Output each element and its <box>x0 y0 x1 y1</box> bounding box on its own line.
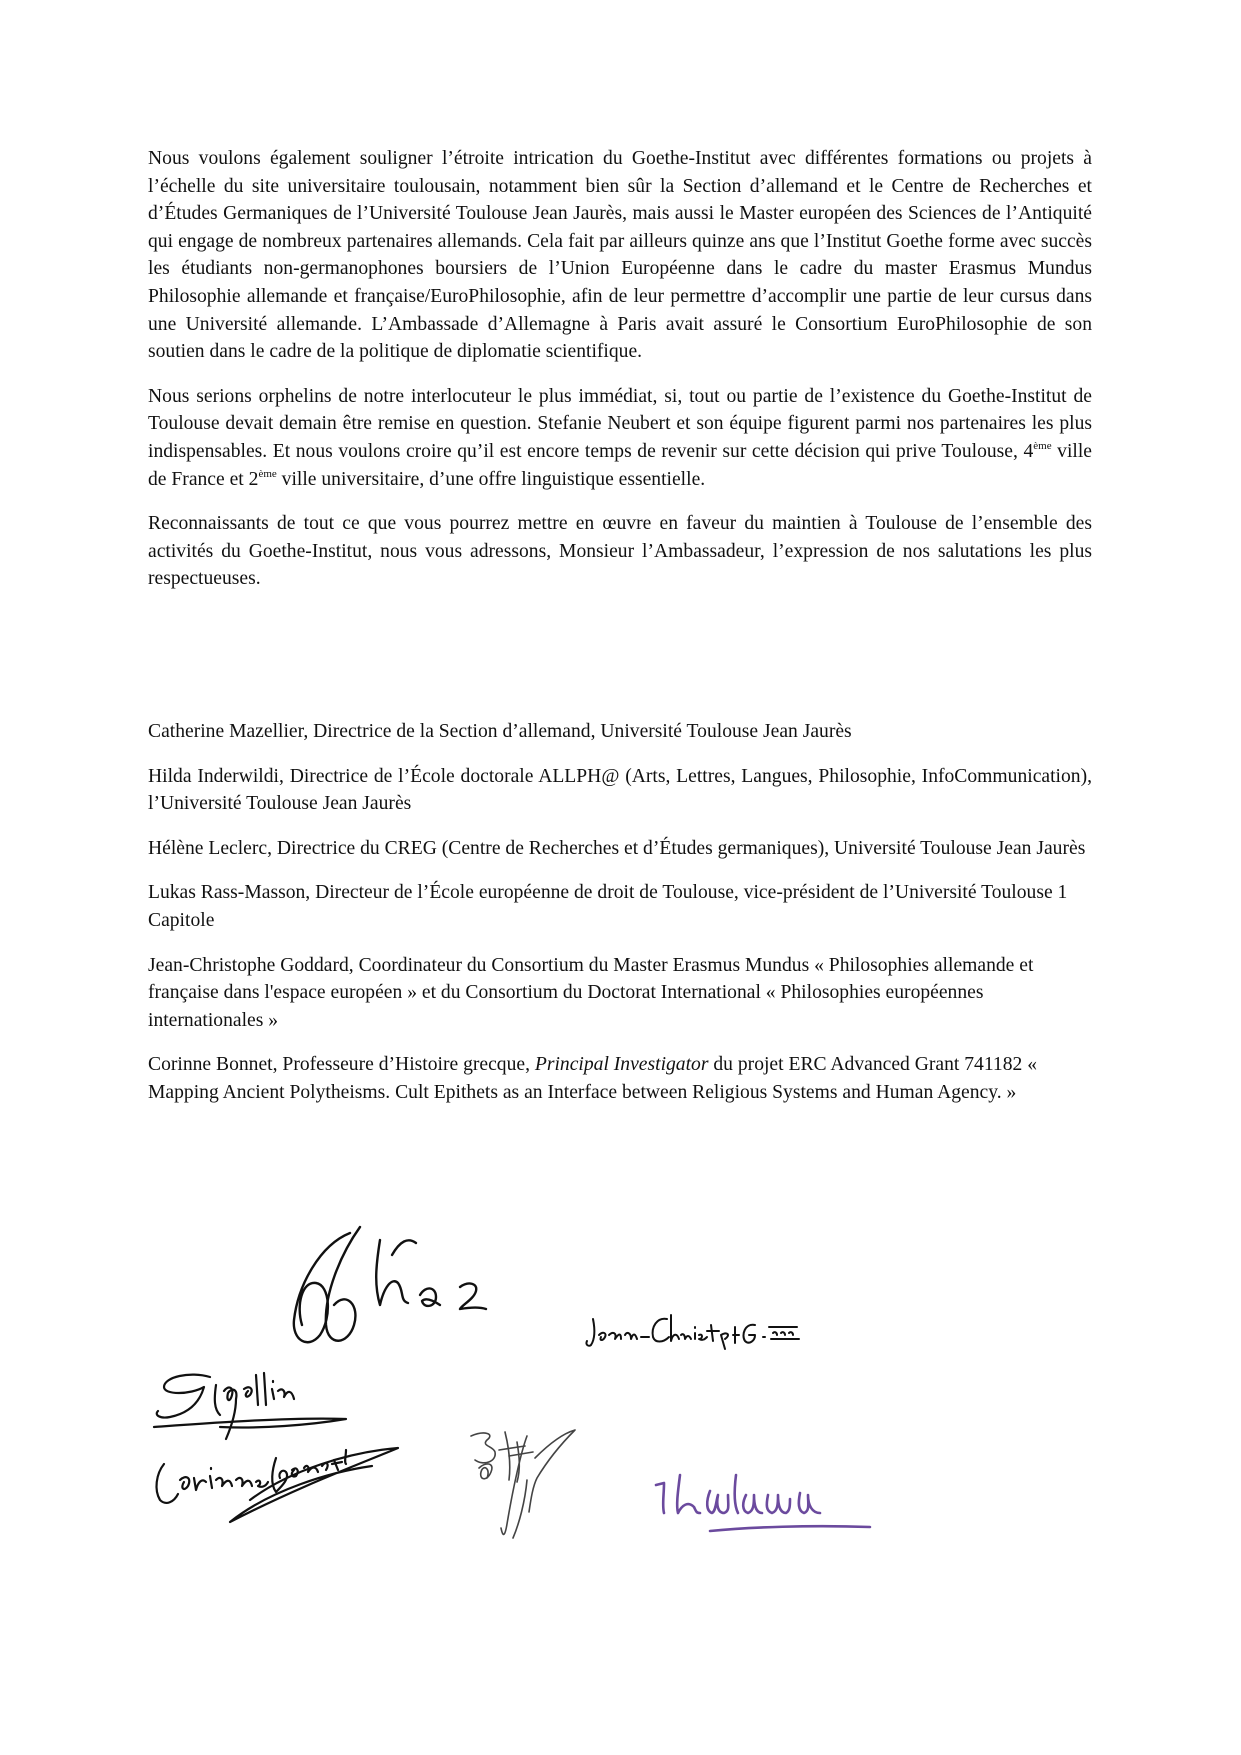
letter-body <box>148 145 1092 610</box>
paragraph-orphans-part-2: ville de France et 2 <box>148 440 1092 490</box>
superscript-4eme: ème <box>1033 439 1052 452</box>
paragraph-closing: Reconnaissants de tout ce que vous pourrez mettre en œuvre en faveur du maintien à Toulouse de l’ensemble des activités du Goethe-Institut, nous vous adressons, Monsieur l’Ambassadeur, l’expression de nos salutations les plus respectueuses. <box>148 513 1092 590</box>
signature-inderwildi-image <box>650 1465 880 1545</box>
signature-goddard-image <box>585 1305 815 1355</box>
paragraph-orphans-part-3: ville universitaire, d’une offre linguistique essentielle. <box>276 468 706 490</box>
signatory-goddard: Jean-Christophe Goddard, Coordinateur du Consortium du Master Erasmus Mundus « Philosophies allemande et française dans l'espace européen » et du Consortium du Doctorat International « Philosophies européennes internationales » <box>148 954 1034 1031</box>
signatory-bonnet <box>148 1051 1092 1106</box>
signature-leclerc-image <box>280 1225 510 1355</box>
superscript-2eme: ème <box>258 467 277 480</box>
signatories-list <box>148 718 1092 1124</box>
signatory-leclerc: Hélène Leclerc, Directrice du CREG (Centre de Recherches et d’Études germaniques), Université Toulouse Jean Jaurès <box>148 837 1086 859</box>
signatory-bonnet-part-1: Corinne Bonnet, Professeure d’Histoire grecque, <box>148 1054 535 1076</box>
signatory-bonnet-role: Principal Investigator <box>534 1054 709 1076</box>
paragraph-cooperation: Nous voulons également souligner l’étroite intrication du Goethe-Institut avec différentes formations ou projets à l’échelle du site universitaire toulousain, notamment bien sûr la Section d’allemand et le Centre de Recherches et d’Études Germaniques de l’Université Toulouse Jean Jaurès, mais aussi le Master européen des Sciences de l’Antiquité qui engage de nombreux partenaires allemands. Cela fait par ailleurs quinze ans que l’Institut Goethe forme avec succès les étudiants non-germanophones boursiers de l’Union Européenne dans le cadre du master Erasmus Mundus Philosophie allemande et française/EuroPhilosophie, afin de leur permettre d’accomplir une partie de leur cursus dans une Université allemande. L’Ambassade d’Allemagne à Paris avait assuré le Consortium EuroPhilosophie de son soutien dans le cadre de la politique de diplomatie scientifique. <box>148 148 1092 363</box>
signature-rass-masson-image <box>465 1428 615 1543</box>
paragraph-orphans-part-1: Nous serions orphelins de notre interlocuteur le plus immédiat, si, tout ou partie de l’existence du Goethe-Institut de Toulouse devait demain être remise en question. Stefanie Neubert et son équipe figurent parmi nos partenaires les plus indispensables. Et nous voulons croire qu’il est encore temps de revenir sur cette décision qui prive Toulouse, 4 <box>148 385 1092 462</box>
signatory-mazellier: Catherine Mazellier, Directrice de la Section d’allemand, Université Toulouse Jean Jaurès <box>148 721 852 742</box>
signatory-rass-masson: Lukas Rass-Masson, Directeur de l’École européenne de droit de Toulouse, vice-président de l’Université Toulouse 1 Capitole <box>148 882 1068 931</box>
signatory-inderwildi: Hilda Inderwildi, Directrice de l’École doctorale ALLPH@ (Arts, Lettres, Langues, Philosophie, InfoCommunication), l’Université Toulouse Jean Jaurès <box>148 765 1092 815</box>
paragraph-orphans <box>148 383 1092 493</box>
signatory-bonnet-part-2: du projet ERC Advanced Grant 741182 « Mapping Ancient Polytheisms. Cult Epithets as an Interface between Religious Systems and Human Agency. » <box>148 1054 1037 1103</box>
signature-bonnet-image <box>150 1430 410 1530</box>
